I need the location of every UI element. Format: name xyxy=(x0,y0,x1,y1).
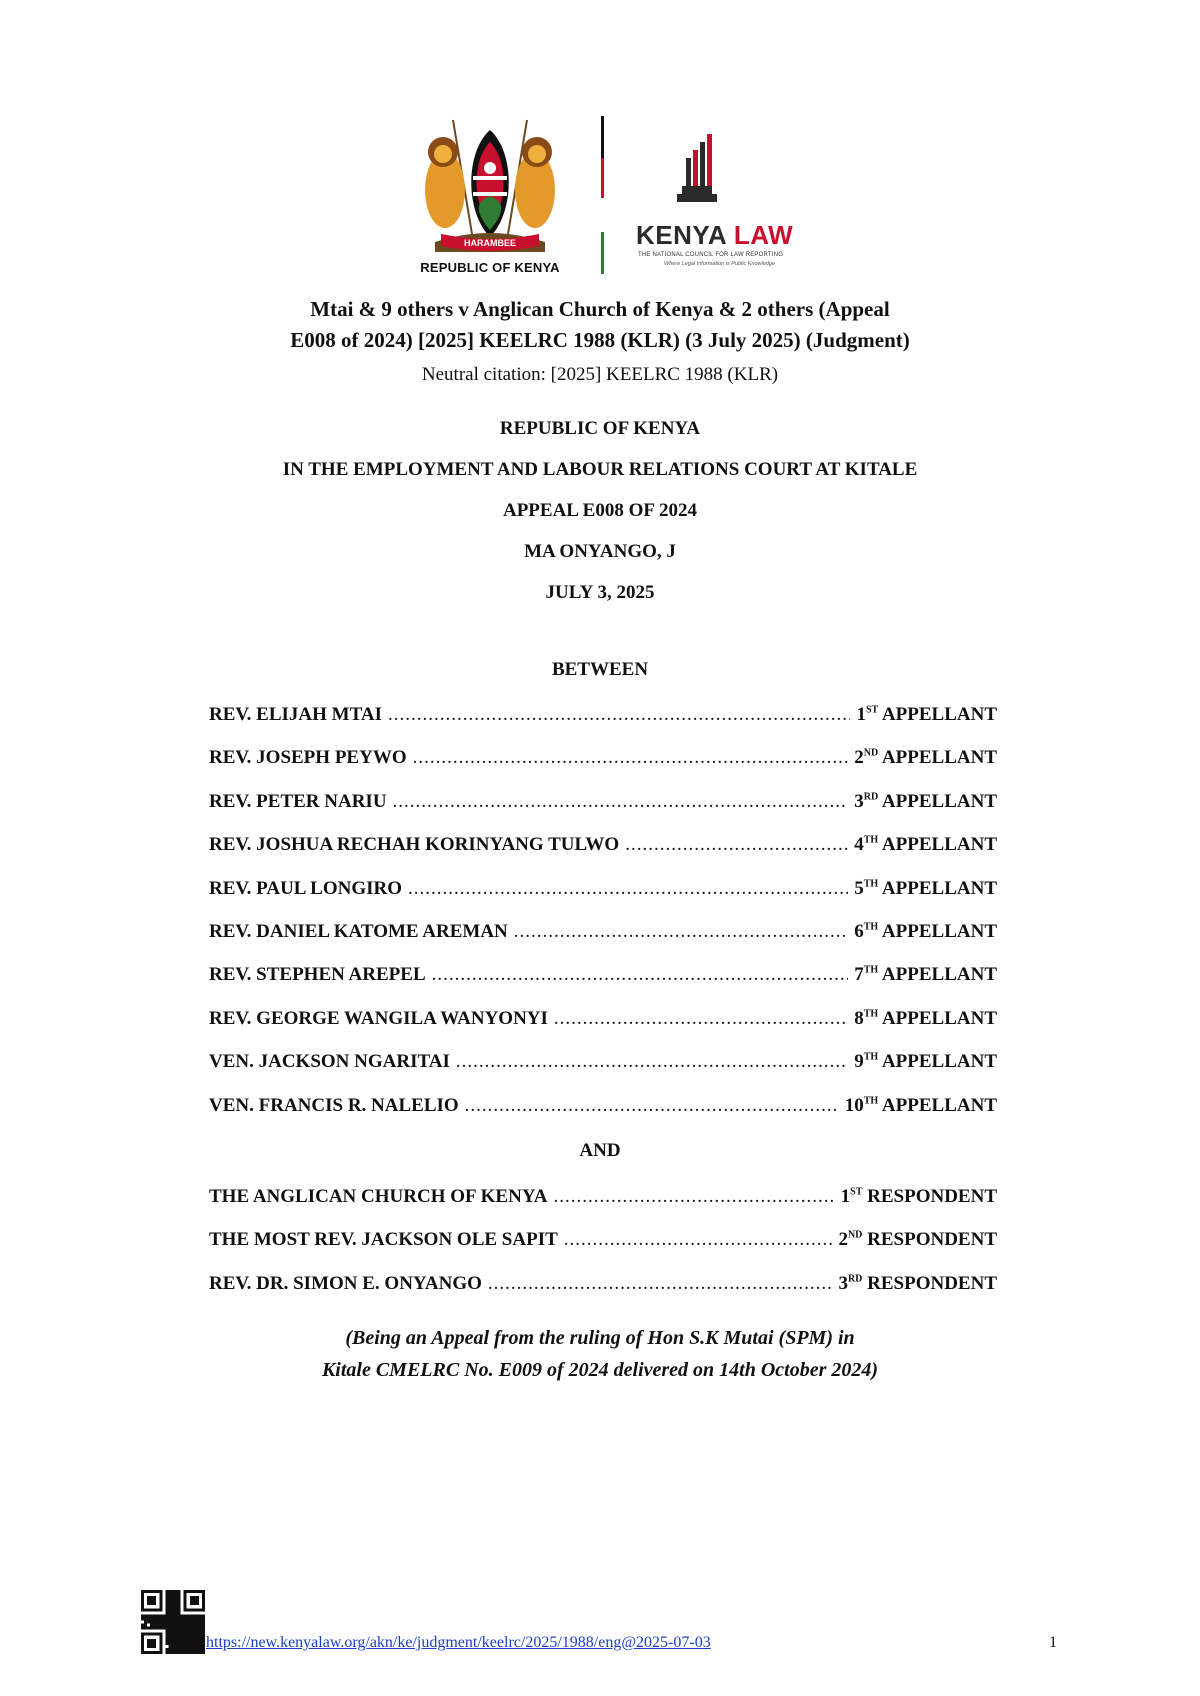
dot-leader xyxy=(465,1095,839,1117)
dot-leader xyxy=(554,1008,848,1030)
footer-url-link[interactable]: https://new.kenyalaw.org/akn/ke/judgment/keelrc/2025/1988/eng@2025-07-03 xyxy=(206,1634,711,1651)
party-name: THE MOST REV. JACKSON OLE SAPIT xyxy=(209,1229,558,1251)
party-ordinal-suffix: TH xyxy=(863,878,879,890)
party-ordinal: 2 xyxy=(854,747,864,769)
party-name: REV. JOSHUA RECHAH KORINYANG TULWO xyxy=(209,834,620,856)
party-role-label: APPELLANT xyxy=(881,1007,997,1029)
party-row xyxy=(209,1051,997,1077)
between-heading: BETWEEN xyxy=(551,659,649,680)
party-ordinal-suffix: ST xyxy=(865,704,879,716)
party-role xyxy=(845,1095,997,1117)
party-role-label: APPELLANT xyxy=(881,964,997,986)
judgment-date: JULY 3, 2025 xyxy=(545,582,655,603)
party-row xyxy=(209,1095,997,1121)
party-ordinal-suffix: ND xyxy=(847,1230,863,1242)
party-row xyxy=(209,704,997,730)
party-role-label: RESPONDENT xyxy=(867,1229,997,1251)
dot-leader xyxy=(564,1229,833,1251)
party-role-label: APPELLANT xyxy=(881,790,997,812)
party-name: REV. JOSEPH PEYWO xyxy=(209,747,407,769)
kenya-law-tagline: THE NATIONAL COUNCIL FOR LAW REPORTING xyxy=(638,252,784,258)
party-row xyxy=(209,1008,997,1034)
appeal-note xyxy=(200,1322,1000,1386)
party-row xyxy=(209,964,997,990)
party-ordinal-suffix: TH xyxy=(863,834,879,846)
party-name: REV. ELIJAH MTAI xyxy=(209,704,382,725)
appeal-number: APPEAL E008 OF 2024 xyxy=(502,500,698,521)
party-role xyxy=(854,878,997,900)
party-role-label: APPELLANT xyxy=(881,704,997,725)
header-logos xyxy=(0,112,1200,282)
party-row xyxy=(209,834,997,860)
party-name: REV. DR. SIMON E. ONYANGO xyxy=(209,1272,482,1294)
party-role xyxy=(854,1051,997,1073)
party-ordinal-suffix: TH xyxy=(863,921,879,933)
party-ordinal-suffix: TH xyxy=(863,1051,879,1063)
party-ordinal: 1 xyxy=(840,1186,851,1207)
party-role xyxy=(841,1186,997,1208)
party-ordinal: 8 xyxy=(854,1007,864,1029)
party-role-label: APPELLANT xyxy=(881,921,997,942)
coat-caption: REPUBLIC OF KENYA xyxy=(420,260,560,275)
dot-leader xyxy=(408,878,848,900)
party-name: REV. PETER NARIU xyxy=(209,790,387,812)
party-role xyxy=(854,791,997,813)
party-ordinal: 7 xyxy=(854,964,864,986)
dot-leader xyxy=(554,1186,835,1208)
party-row xyxy=(209,791,997,817)
party-row xyxy=(209,1186,997,1212)
party-ordinal: 5 xyxy=(854,877,864,899)
and-heading: AND xyxy=(579,1140,621,1161)
party-name: VEN. JACKSON NGARITAI xyxy=(209,1051,450,1073)
dot-leader xyxy=(413,747,849,769)
judge-name: MA ONYANGO, J xyxy=(524,541,676,562)
kenya-law-word-law: LAW xyxy=(733,220,794,250)
party-role xyxy=(838,1273,997,1295)
party-role-label: APPELLANT xyxy=(881,1094,997,1116)
party-ordinal-suffix: ST xyxy=(850,1186,863,1198)
case-title-line-1: Mtai & 9 others v Anglican Church of Kenya & 2 others (Appeal xyxy=(310,297,890,321)
party-ordinal-suffix: TH xyxy=(863,1008,879,1020)
party-role-label: RESPONDENT xyxy=(867,1272,997,1294)
court-heading: IN THE EMPLOYMENT AND LABOUR RELATIONS COURT AT KITALE xyxy=(282,459,918,480)
party-role xyxy=(854,921,997,943)
motto-text: HARAMBEE xyxy=(463,238,517,248)
page-number: 1 xyxy=(1049,1634,1057,1651)
party-ordinal: 9 xyxy=(854,1051,864,1073)
party-ordinal: 3 xyxy=(854,790,864,812)
party-role xyxy=(854,834,997,856)
republic-heading: REPUBLIC OF KENYA xyxy=(499,418,701,439)
party-role-label: APPELLANT xyxy=(881,747,997,769)
party-name: VEN. FRANCIS R. NALELIO xyxy=(209,1094,459,1116)
party-ordinal-suffix: TH xyxy=(863,1095,879,1107)
party-row xyxy=(209,747,997,773)
appeal-note-line-1: (Being an Appeal from the ruling of Hon S.K Mutai (SPM) in xyxy=(345,1327,855,1349)
dot-leader xyxy=(393,791,849,813)
party-ordinal-suffix: RD xyxy=(847,1273,863,1285)
dot-leader xyxy=(456,1051,848,1073)
party-role-label: APPELLANT xyxy=(881,877,997,899)
party-ordinal: 4 xyxy=(854,834,864,856)
flag-divider xyxy=(601,116,604,274)
party-name: REV. PAUL LONGIRO xyxy=(209,877,403,899)
party-name: REV. DANIEL KATOME AREMAN xyxy=(209,921,508,942)
party-row xyxy=(209,921,997,947)
party-name: REV. GEORGE WANGILA WANYONYI xyxy=(209,1007,548,1029)
party-role-label: APPELLANT xyxy=(881,1051,997,1073)
party-role xyxy=(854,1008,997,1030)
dot-leader xyxy=(625,834,848,856)
party-role-label: APPELLANT xyxy=(881,834,997,856)
party-role-label: RESPONDENT xyxy=(867,1186,997,1207)
party-ordinal: 3 xyxy=(838,1272,848,1294)
dot-leader xyxy=(432,964,849,986)
dot-leader xyxy=(514,921,848,943)
party-row xyxy=(209,1229,997,1255)
party-name: REV. STEPHEN AREPEL xyxy=(209,964,426,986)
party-role xyxy=(854,747,997,769)
case-title xyxy=(200,294,1000,356)
qr-code-icon xyxy=(141,1590,205,1654)
kenya-law-wordmark xyxy=(636,220,793,251)
party-row xyxy=(209,1273,997,1299)
kenya-law-word-kenya: KENYA xyxy=(636,220,727,250)
party-ordinal-suffix: TH xyxy=(863,965,879,977)
party-name: THE ANGLICAN CHURCH OF KENYA xyxy=(209,1186,548,1207)
appeal-note-line-2: Kitale CMELRC No. E009 of 2024 delivered on 14th October 2024) xyxy=(321,1359,879,1381)
dot-leader xyxy=(388,704,851,726)
party-ordinal: 1 xyxy=(856,704,866,725)
kenya-law-subtagline: Where Legal Information is Public Knowledge xyxy=(664,261,775,267)
party-role xyxy=(854,964,997,986)
party-ordinal: 6 xyxy=(854,921,864,942)
party-row xyxy=(209,878,997,904)
dot-leader xyxy=(488,1273,833,1295)
neutral-citation: Neutral citation: [2025] KEELRC 1988 (KLR) xyxy=(421,364,779,385)
party-role xyxy=(838,1229,997,1251)
party-ordinal: 10 xyxy=(844,1094,864,1116)
case-title-line-2: E008 of 2024) [2025] KEELRC 1988 (KLR) (3 July 2025) (Judgment) xyxy=(290,328,910,352)
party-ordinal-suffix: RD xyxy=(863,791,879,803)
coat-of-arms-icon xyxy=(405,112,575,282)
party-role xyxy=(856,704,997,726)
party-ordinal: 2 xyxy=(838,1229,848,1251)
party-ordinal-suffix: ND xyxy=(863,748,879,760)
